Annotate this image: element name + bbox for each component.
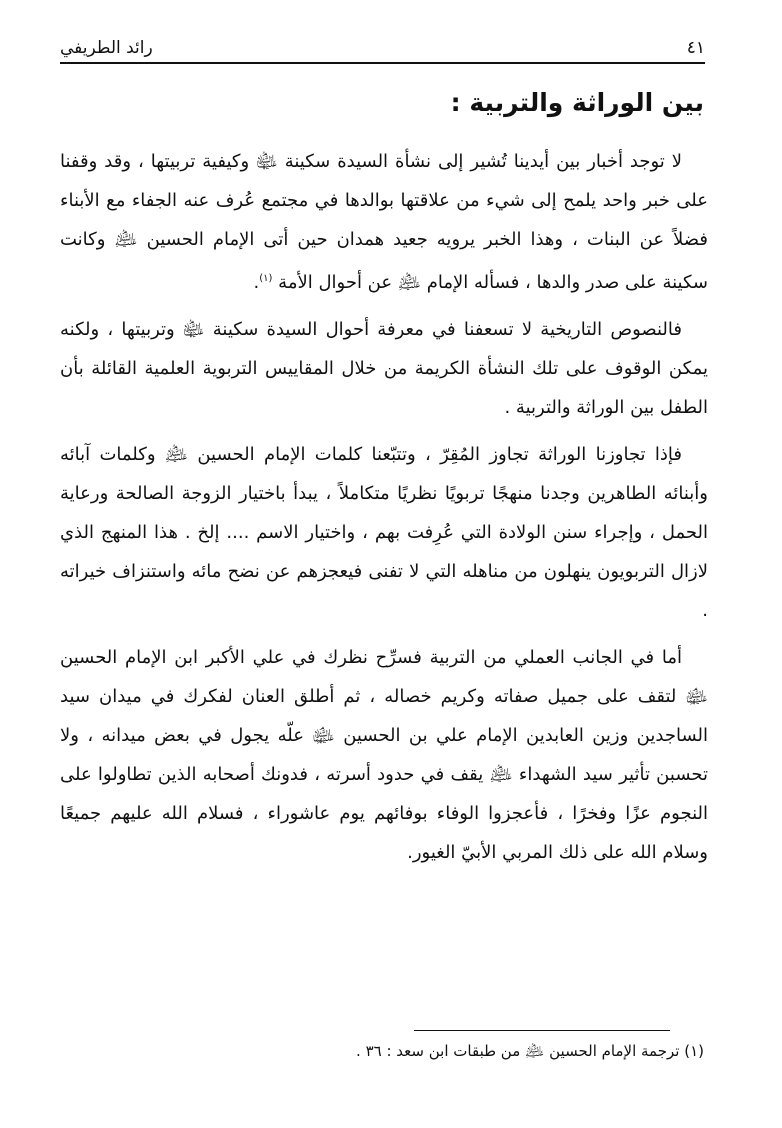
body-text — [60, 142, 708, 880]
section-title: بين الوراثة والتربية : — [450, 88, 704, 117]
author-name: رائد الطريفي — [60, 38, 153, 58]
paragraph-4: أما في الجانب العملي من التربية فسرِّح نظرك في علي الأكبر ابن الإمام الحسين ﵉ لتقف على جميل صفاته وكريم خصاله ، ثم أطلق العنان لفكرك في ميدان سيد الساجدين وزين العابدين الإمام علي بن الحسين ﵉ علّه يجول في بعض ميدانه ، ولا تحسبن تأثير سيد الشهداء ﵇ يقف في حدود أسرته ، فدونك أصحابه الذين تطاولوا على النجوم عزًا وفخرًا ، فأعجزوا الوفاء بوفائهم يوم عاشوراء ، فسلام الله عليهم جميعًا وسلام الله على ذلك المربي الأبيّ الغيور. — [60, 647, 708, 863]
paragraph-1-text: لا توجد أخبار بين أيدينا تُشير إلى نشأة السيدة سكينة ﵍ وكيفية تربيتها ، وقد وقفنا على خبر واحد يلمح إلى شيء من علاقتها بوالدها في مجتمع عُرف عنه الجفاء مع الأبناء فضلاً عن البنات ، وهذا الخبر يرويه جعيد همدان حين أتى الإمام الحسين ﵇ وكانت سكينة على صدر والدها ، فسأله الإمام ﵇ عن أحوال الأمة — [60, 151, 708, 293]
footnote-marker: (١) — [259, 273, 273, 284]
paragraph-2: فالنصوص التاريخية لا تسعفنا في معرفة أحوال السيدة سكينة ﵍ وتربيتها ، ولكنه يمكن الوقوف على تلك النشأة الكريمة من خلال المقاييس التربوية العلمية القائلة بأن الطفل بين الوراثة والتربية . — [60, 319, 708, 418]
paragraph-1 — [60, 142, 708, 302]
paragraph-1-end: . — [253, 272, 260, 293]
paragraph-3: فإذا تجاوزنا الوراثة تجاوز المُقِرّ ، وتتبّعنا كلمات الإمام الحسين ﵇ وكلمات آبائه وأبنائه الطاهرين وجدنا منهجًا تربويًا نظريًا متكاملاً ، يبدأ باختيار الزوجة الصالحة ورعاية الحمل ، وإجراء سنن الولادة التي عُرِفت بهم ، واختيار الاسم .... إلخ . هذا المنهج الذي لازال التربويون ينهلون من مناهله التي لا تفنى فيعجزهم عن نضح مائه واستنزاف خيراته . — [60, 444, 708, 621]
footnote: (١) ترجمة الإمام الحسين ﵇ من طبقات ابن سعد : ٣٦ . — [356, 1042, 704, 1060]
page-number: ٤١ — [686, 38, 705, 58]
running-header — [60, 30, 705, 64]
footnote-divider — [414, 1030, 670, 1031]
